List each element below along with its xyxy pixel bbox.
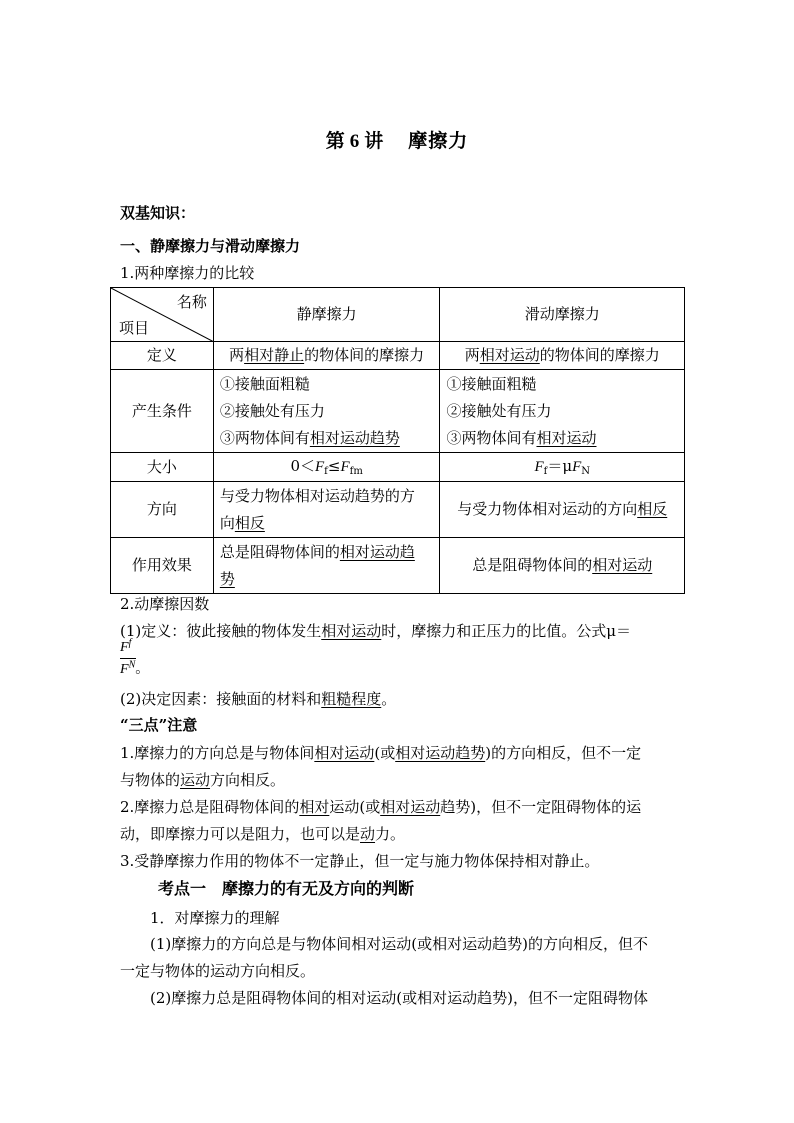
row-label-direction: 方向: [111, 482, 214, 538]
comparison-table: [110, 287, 685, 594]
factor-line: (2)决定因素：接触面的材料和粗糙程度。: [120, 690, 397, 708]
table-row: [111, 538, 685, 594]
direction-sliding: 与受力物体相对运动的方向相反: [440, 482, 685, 538]
note-2-cont: 动，即摩擦力可以是阻力，也可以是动力。: [120, 825, 406, 843]
note-3: 3.受静摩擦力作用的物体不一定静止，但一定与施力物体保持相对静止。: [120, 852, 600, 870]
effect-static: 总是阻碍物体间的相对运动趋 势: [213, 538, 440, 594]
k1-item1: (1)摩擦力的方向总是与物体间相对运动(或相对运动趋势)的方向相反，但不: [150, 935, 648, 953]
row-label-conditions: 产生条件: [111, 370, 214, 453]
corner-bottom-label: 项目: [119, 319, 150, 337]
sub2-heading: 2.动摩擦因数: [120, 595, 210, 613]
table-row: [111, 453, 685, 482]
size-static: $0<F_f\le F_{fm}$: [213, 453, 440, 482]
note-1: 1.摩擦力的方向总是与物体间相对运动(或相对运动趋势)的方向相反，但不一定: [120, 744, 642, 762]
effect-sliding: 总是阻碍物体间的相对运动: [440, 538, 685, 594]
notes-heading: “三点”注意: [120, 716, 198, 734]
title-number: 6: [349, 131, 361, 152]
definition-sliding: 两相对运动的物体间的摩擦力: [440, 342, 685, 370]
k1-item2: (2)摩擦力总是阻碍物体间的相对运动(或相对运动趋势)，但不一定阻碍物体: [150, 989, 648, 1007]
definition-line: (1)定义：彼此接触的物体发生相对运动时，摩擦力和正压力的比值。公式μ＝: [120, 622, 632, 640]
table-corner-cell: [111, 288, 214, 342]
part1-heading: 一、静摩擦力与滑动摩擦力: [120, 237, 301, 255]
note-1-cont: 与物体的运动方向相反。: [120, 771, 286, 789]
corner-top-label: 名称: [176, 293, 207, 311]
table-row: [111, 482, 685, 538]
note-2: 2.摩擦力总是阻碍物体间的相对运动(或相对运动趋势)，但不一定阻碍物体的运: [120, 798, 642, 816]
header-static: 静摩擦力: [213, 288, 440, 342]
header-sliding: 滑动摩擦力: [440, 288, 685, 342]
conditions-sliding: ①接触面粗糙 ②接触处有压力 ③两物体间有相对运动: [440, 370, 685, 453]
table-row: [111, 370, 685, 453]
row-label-effect: 作用效果: [111, 538, 214, 594]
formula-fraction: $F^f$ $F^N$。: [120, 637, 150, 677]
title-topic: 摩擦力: [408, 130, 469, 152]
definition-static: 两相对静止的物体间的摩擦力: [213, 342, 440, 370]
title-prefix: 第: [325, 130, 346, 152]
page-title: [0, 128, 794, 155]
conditions-static: ①接触面粗糙 ②接触处有压力 ③两物体间有相对运动趋势: [213, 370, 440, 453]
table-row: [111, 342, 685, 370]
direction-static: 与受力物体相对运动趋势的方 向相反: [213, 482, 440, 538]
row-label-definition: 定义: [111, 342, 214, 370]
k1-item1-cont: 一定与物体的运动方向相反。: [120, 962, 316, 980]
title-suffix: 讲: [364, 130, 385, 152]
sub1-heading: 1.两种摩擦力的比较: [120, 264, 255, 282]
size-sliding: $F_f=\mu F_N$: [440, 453, 685, 482]
k1-heading: 1．对摩擦力的理解: [150, 909, 280, 927]
row-label-size: 大小: [111, 453, 214, 482]
kaodian-heading: 考点一 摩擦力的有无及方向的判断: [158, 879, 415, 898]
section-heading: 双基知识：: [120, 204, 196, 222]
